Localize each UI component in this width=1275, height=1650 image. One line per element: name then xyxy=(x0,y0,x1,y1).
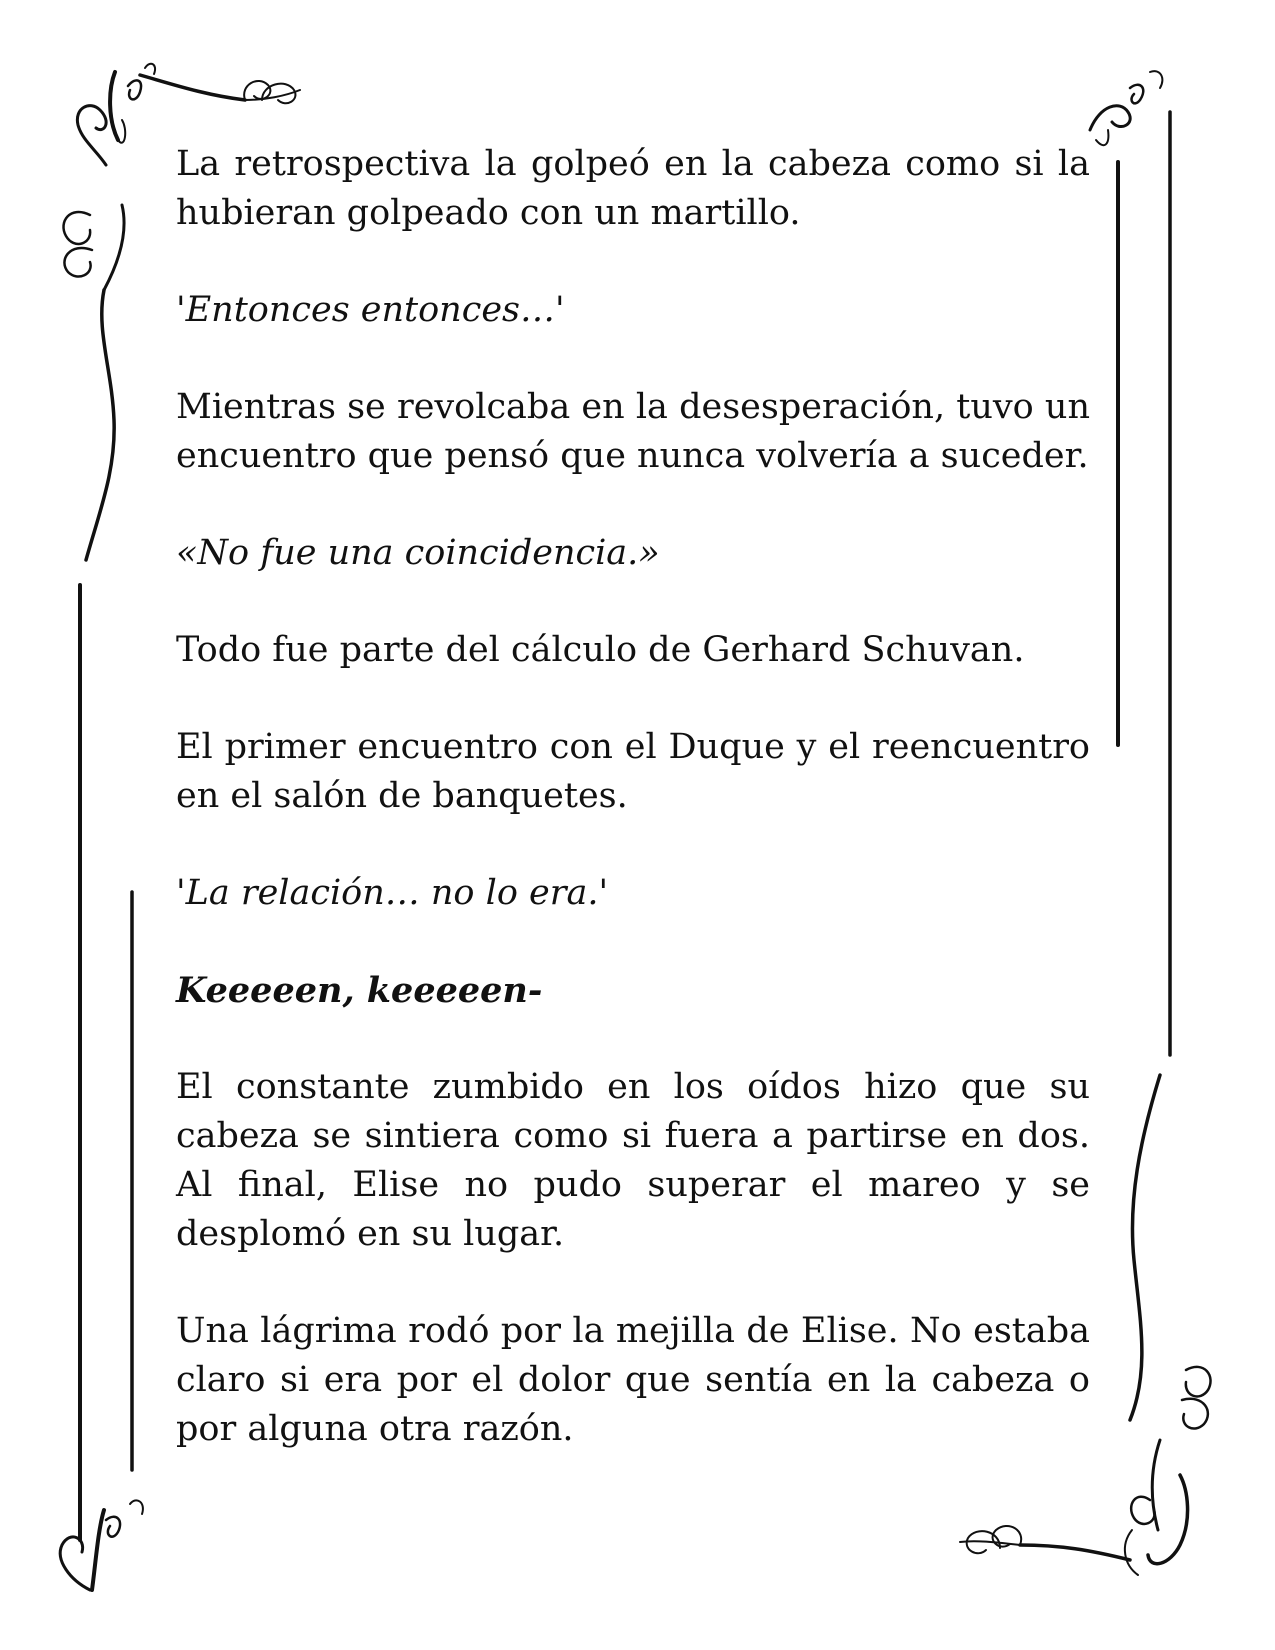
left-curve xyxy=(63,205,132,1540)
quoted-line: «No fue una coincidencia.» xyxy=(176,533,660,573)
thought-line: 'La relación… no lo era.' xyxy=(176,873,609,913)
paragraph: La retrospectiva la golpeó en la cabeza como si la hubieran golpeado con un martillo. xyxy=(176,144,1090,233)
paragraph: Todo fue parte del cálculo de Gerhard Schuvan. xyxy=(176,630,1025,670)
paragraph: Mientras se revolcaba en la desesperación, tuvo un encuentro que pensó que nunca volvería a suceder. xyxy=(176,387,1090,476)
sound-effect: Keeeeen, keeeeen- xyxy=(176,970,543,1011)
paragraph: El primer encuentro con el Duque y el reencuentro en el salón de banquetes. xyxy=(176,727,1090,816)
paragraph: Una lágrima rodó por la mejilla de Elise. No estaba claro si era por el dolor que sentía en la cabeza o por alguna otra razón. xyxy=(176,1311,1090,1449)
bottom-left-flourish xyxy=(60,1500,143,1590)
body-text xyxy=(176,140,1090,1502)
thought-line: 'Entonces entonces…' xyxy=(176,290,565,330)
right-curve xyxy=(1130,1075,1211,1530)
top-right-flourish xyxy=(1090,71,1170,1055)
paragraph: El constante zumbido en los oídos hizo que su cabeza se sintiera como si fuera a partirse en dos. Al final, Elise no pudo superar el mareo y se desplomó en su lugar. xyxy=(176,1067,1090,1254)
